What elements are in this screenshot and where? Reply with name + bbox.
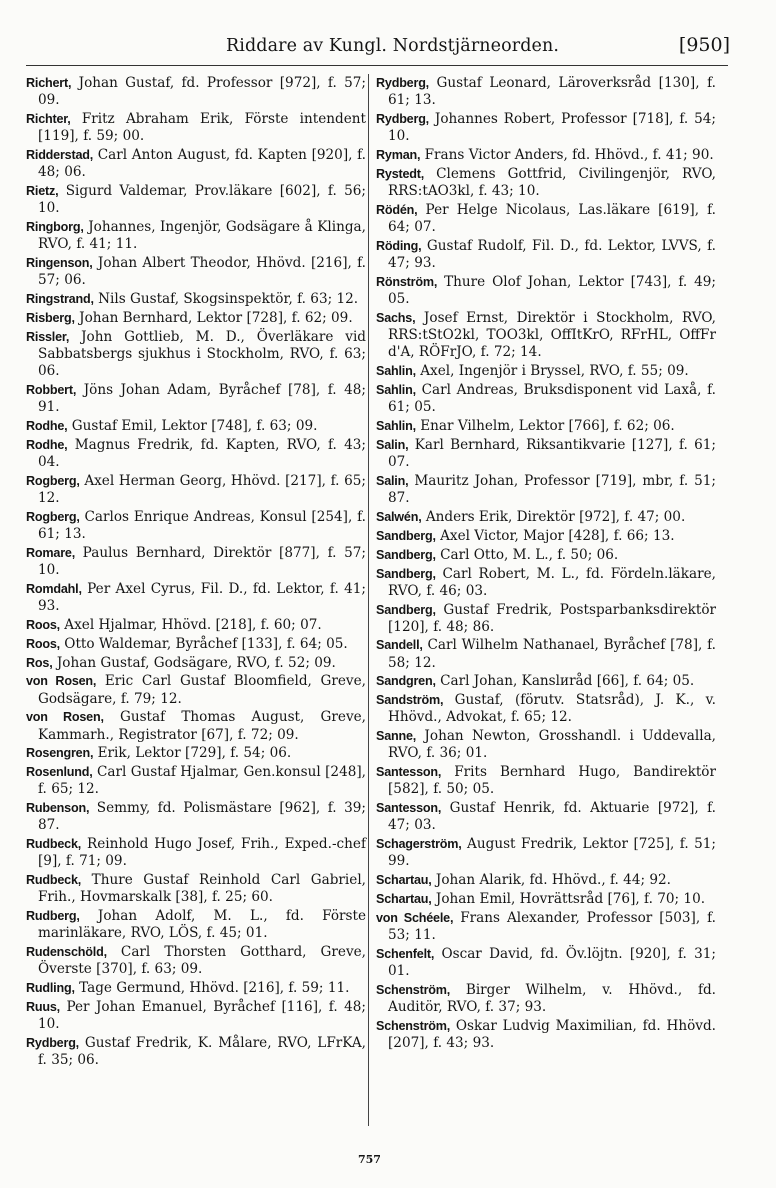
register-entry — [26, 581, 366, 615]
entry-details: Carl Wilhelm Nathanael, Byråchef [78], f. 58; 12. — [388, 637, 716, 671]
entry-details: Oscar David, fd. Öv.löjtn. [920], f. 31; 01. — [388, 946, 716, 980]
register-entry — [26, 999, 366, 1033]
register-entry — [26, 310, 366, 327]
register-entry — [376, 1018, 716, 1052]
page-header — [26, 34, 730, 64]
entry-details: Per Helge Nicolaus, Las.läkare [619], f. 64; 07. — [388, 201, 716, 235]
entry-details: Frans Victor Anders, fd. Hhövd., f. 41; 90. — [420, 146, 714, 163]
entry-details: Gustaf Leonard, Läroverksråd [130], f. 61; 13. — [388, 75, 716, 109]
entry-details: Paulus Bernhard, Direktör [877], f. 57; 10. — [38, 544, 366, 578]
entry-surname: Romare, — [26, 545, 75, 560]
folio-number: 757 — [358, 1153, 381, 1166]
entry-surname: Salin, — [376, 473, 409, 488]
register-entry — [26, 473, 366, 507]
register-entry — [26, 111, 366, 145]
entry-surname: Röding, — [376, 238, 422, 253]
entry-details: Tage Germund, Hhövd. [216], f. 59; 11. — [74, 980, 350, 997]
entry-details: Gustaf Thomas August, Greve, Kammarh., Registrator [67], f. 72; 09. — [38, 709, 366, 743]
register-entry — [26, 980, 366, 997]
register-entry — [376, 75, 716, 109]
right-column — [376, 75, 716, 1054]
entry-surname: Robbert, — [26, 382, 77, 397]
entry-surname: von Rosen, — [26, 674, 97, 689]
entry-details: Frans Alexander, Professor [503], f. 53; 11. — [388, 910, 716, 944]
register-entry — [376, 166, 716, 200]
register-entry — [376, 238, 716, 272]
entry-surname: Sandell, — [376, 638, 423, 653]
register-entry — [376, 637, 716, 671]
left-column — [26, 75, 366, 1071]
entry-surname: Rudbeck, — [26, 837, 82, 852]
entry-surname: Risberg, — [26, 310, 75, 325]
entry-surname: Sachs, — [376, 310, 416, 325]
entry-details: Axel Herman Georg, Hhövd. [217], f. 65; 12. — [38, 472, 366, 506]
entry-details: Karl Bernhard, Riksantikvarie [127], f. 61; 07. — [388, 436, 716, 470]
register-entry — [26, 75, 366, 109]
entry-details: Thure Gustaf Reinhold Carl Gabriel, Frih., Hovmarskalk [38], f. 25; 60. — [38, 872, 366, 906]
entry-surname: Romdahl, — [26, 581, 82, 596]
entry-details: Frits Bernhard Hugo, Bandirektör [582], f. 50; 05. — [388, 764, 716, 798]
column-divider — [368, 74, 369, 1126]
entry-surname: Sandström, — [376, 693, 444, 708]
entry-details: Josef Ernst, Direktör i Stockholm, RVO, RRS:tStO2kl, TOO3kl, OffItKrO, RFrHL, OffFr d'A, RÖFrJO, f. 72; 14. — [388, 309, 716, 360]
entry-surname: Sahlin, — [376, 363, 416, 378]
register-entry — [26, 1035, 366, 1069]
entry-surname: Ryman, — [376, 147, 421, 162]
entry-details: Jöns Johan Adam, Byråchef [78], f. 48; 91. — [38, 381, 366, 415]
entry-details: Carl Robert, M. L., fd. Fördeln.läkare, RVO, f. 46; 03. — [388, 565, 716, 599]
register-entry — [376, 274, 716, 308]
register-entry — [376, 363, 716, 380]
register-entry — [376, 437, 716, 471]
entry-details: Birger Wilhelm, v. Hhövd., fd. Auditör, RVO, f. 37; 93. — [388, 982, 716, 1016]
register-entry — [376, 111, 716, 145]
entry-details: Carl Johan, Kanslиråd [66], f. 64; 05. — [435, 673, 695, 690]
entry-details: Gustaf Fredrik, Postsparbanksdirektör [120], f. 48; 86. — [388, 601, 716, 635]
entry-details: Gustaf Henrik, fd. Aktuarie [972], f. 47; 03. — [388, 800, 716, 834]
entry-details: Carl Otto, M. L., f. 50; 06. — [435, 546, 619, 563]
register-entry — [26, 183, 366, 217]
entry-details: Axel Hjalmar, Hhövd. [218], f. 60; 07. — [59, 616, 322, 633]
entry-details: John Gottlieb, M. D., Överläkare vid Sabbatsbergs sjukhus i Stockholm, RVO, f. 63; 06. — [38, 328, 366, 379]
register-entry — [376, 836, 716, 870]
entry-surname: Rudberg, — [26, 909, 80, 924]
register-entry — [376, 382, 716, 416]
register-entry — [26, 437, 366, 471]
entry-surname: Rönström, — [376, 274, 438, 289]
entry-details: Thure Olof Johan, Lektor [743], f. 49; 05. — [388, 273, 716, 307]
register-entry — [26, 255, 366, 289]
entry-surname: Santesson, — [376, 765, 442, 780]
entry-surname: Rogberg, — [26, 509, 80, 524]
entry-surname: Ringborg, — [26, 219, 84, 234]
entry-details: Axel, Ingenjör i Bryssel, RVO, f. 55; 09. — [415, 362, 689, 379]
register-entry — [376, 202, 716, 236]
entry-details: Johan Emil, Hovrättsråd [76], f. 70; 10. — [431, 891, 706, 908]
entry-surname: Santesson, — [376, 801, 442, 816]
register-entry — [26, 800, 366, 834]
entry-surname: Rosengren, — [26, 746, 94, 761]
register-entry — [26, 509, 366, 543]
entry-details: Reinhold Hugo Josef, Frih., Exped.-chef [9], f. 71; 09. — [38, 836, 366, 870]
entry-surname: Salin, — [376, 437, 409, 452]
register-entry — [26, 617, 366, 634]
entry-details: Magnus Fredrik, fd. Kapten, RVO, f. 43; 04. — [38, 436, 366, 470]
register-entry — [26, 636, 366, 653]
register-entry — [26, 944, 366, 978]
entry-surname: Ridderstad, — [26, 147, 94, 162]
register-entry — [26, 219, 366, 253]
entry-details: Johannes Robert, Professor [718], f. 54; 10. — [388, 110, 716, 145]
entry-details: Carl Thorsten Gotthard, Greve, Överste [370], f. 63; 09. — [38, 944, 366, 978]
entry-surname: Rietz, — [26, 183, 59, 198]
entry-surname: Schenström, — [376, 983, 451, 998]
entry-details: Gustaf Fredrik, K. Målare, RVO, LFrKA, f. 35; 06. — [38, 1035, 366, 1069]
entry-details: Oskar Ludvig Maximilian, fd. Hhövd. [207], f. 43; 93. — [388, 1018, 716, 1052]
entry-surname: Sahlin, — [376, 418, 416, 433]
entry-surname: Schenström, — [376, 1019, 451, 1034]
register-entry — [376, 528, 716, 545]
entry-surname: Schenfelt, — [376, 947, 435, 962]
register-entry — [26, 545, 366, 579]
register-entry — [376, 728, 716, 762]
register-entry — [376, 982, 716, 1016]
register-entry — [376, 509, 716, 526]
entry-surname: Richert, — [26, 76, 72, 90]
running-title: Riddare av Kungl. Nordstjärneorden. — [226, 36, 560, 56]
register-entry — [26, 418, 366, 435]
entry-details: Johan Alarik, fd. Hhövd., f. 44; 92. — [431, 872, 671, 889]
entry-surname: von Rosen, — [26, 710, 104, 725]
register-entry — [26, 329, 366, 380]
register-entry — [26, 147, 366, 181]
entry-details: Gustaf Emil, Lektor [748], f. 63; 09. — [67, 417, 318, 434]
register-entry — [26, 655, 366, 672]
entry-details: Johan Gustaf, fd. Professor [972], f. 57; 09. — [38, 75, 366, 109]
entry-surname: Sandberg, — [376, 566, 436, 581]
entry-details: Otto Waldemar, Byråchef [133], f. 64; 05. — [59, 635, 348, 652]
register-entry — [376, 602, 716, 636]
entry-surname: Rödén, — [376, 202, 418, 217]
entry-surname: Sandgren, — [376, 674, 436, 689]
entry-surname: Sandberg, — [376, 547, 436, 562]
entry-details: Gustaf Rudolf, Fil. D., fd. Lektor, LVVS, f. 47; 93. — [388, 237, 716, 271]
entry-surname: Rydberg, — [26, 1036, 79, 1051]
register-entry — [26, 764, 366, 798]
register-entry — [26, 836, 366, 870]
register-entry — [26, 382, 366, 416]
register-entry — [376, 566, 716, 600]
entry-surname: Schartau, — [376, 873, 432, 888]
entry-details: Anders Erik, Direktör [972], f. 47; 00. — [421, 508, 686, 525]
entry-surname: Rissler, — [26, 329, 70, 344]
entry-details: Johan Gustaf, Godsägare, RVO, f. 52; 09. — [52, 654, 336, 671]
entry-surname: Ringstrand, — [26, 291, 94, 306]
entry-details: Axel Victor, Major [428], f. 66; 13. — [435, 527, 675, 544]
entry-surname: Rogberg, — [26, 473, 80, 488]
register-entry — [376, 891, 716, 908]
register-entry — [376, 147, 716, 164]
entry-surname: Sanne, — [376, 729, 417, 744]
entry-details: Johan Newton, Grosshandl. i Uddevalla, RVO, f. 36; 01. — [388, 728, 716, 762]
entry-surname: Schagerström, — [376, 837, 462, 852]
entry-surname: Rodhe, — [26, 418, 68, 433]
entry-details: August Fredrik, Lektor [725], f. 51; 99. — [388, 836, 716, 870]
entry-details: Eric Carl Gustaf Bloomfield, Greve, Godsägare, f. 79; 12. — [38, 673, 366, 707]
entry-surname: Ruus, — [26, 1000, 60, 1015]
register-entry — [26, 709, 366, 743]
entry-details: Nils Gustaf, Skogsinspektör, f. 63; 12. — [93, 290, 359, 307]
entry-surname: Rudling, — [26, 981, 75, 996]
entry-surname: Rubenson, — [26, 801, 90, 816]
entry-surname: Richter, — [26, 111, 71, 126]
entry-details: Enar Vilhelm, Lektor [766], f. 62; 06. — [415, 417, 675, 434]
entry-surname: Ringenson, — [26, 255, 93, 270]
entry-surname: Roos, — [26, 636, 60, 651]
entry-details: Johan Adolf, M. L., fd. Förste marinläkare, RVO, LÖS, f. 45; 01. — [38, 908, 366, 942]
register-entry — [26, 872, 366, 906]
entry-surname: Sandberg, — [376, 528, 436, 543]
header-rule — [26, 65, 728, 66]
entry-details: Semmy, fd. Polismästare [962], f. 39; 87. — [38, 800, 366, 834]
entry-details: Mauritz Johan, Professor [719], mbr, f. 51; 87. — [388, 472, 716, 506]
register-entry — [376, 692, 716, 726]
entry-surname: Rudenschöld, — [26, 945, 107, 960]
entry-details: Per Johan Emanuel, Byråchef [116], f. 48; 10. — [38, 999, 366, 1033]
entry-surname: Sandberg, — [376, 602, 436, 617]
register-entry — [376, 764, 716, 798]
register-entry — [376, 872, 716, 889]
entry-surname: Rodhe, — [26, 437, 68, 452]
entry-surname: Rydberg, — [376, 111, 429, 126]
entry-surname: Roos, — [26, 617, 60, 632]
register-entry — [376, 418, 716, 435]
entry-surname: Schartau, — [376, 892, 432, 907]
entry-details: Carl Andreas, Bruksdisponent vid Laxå, f. 61; 05. — [388, 381, 716, 415]
register-entry — [26, 291, 366, 308]
register-entry — [26, 673, 366, 707]
register-entry — [26, 908, 366, 942]
entry-surname: Sahlin, — [376, 382, 416, 397]
entry-details: Clemens Gottfrid, Civilingenjör, RVO, RRS:tAO3kl, f. 43; 10. — [388, 165, 716, 199]
register-entry — [376, 800, 716, 834]
register-entry — [26, 745, 366, 762]
entry-surname: Rudbeck, — [26, 873, 82, 888]
entry-details: Johan Bernhard, Lektor [728], f. 62; 09. — [74, 309, 353, 326]
register-entry — [376, 673, 716, 690]
entry-details: Sigurd Valdemar, Prov.läkare [602], f. 56; 10. — [38, 182, 366, 216]
entry-details: Johannes, Ingenjör, Godsägare å Klinga, RVO, f. 41; 11. — [38, 218, 366, 252]
entry-surname: von Schéele, — [376, 911, 454, 926]
register-entry — [376, 473, 716, 507]
register-entry — [376, 946, 716, 980]
entry-details: Fritz Abraham Erik, Förste intendent [119], f. 59; 00. — [38, 110, 366, 145]
entry-details: Carl Gustaf Hjalmar, Gen.konsul [248], f. 65; 12. — [38, 764, 366, 798]
entry-surname: Salwén, — [376, 509, 422, 524]
entry-details: Gustaf, (förutv. Statsråd), J. K., v. Hhövd., Advokat, f. 65; 12. — [388, 692, 716, 726]
entry-surname: Rystedt, — [376, 166, 425, 181]
register-entry — [376, 547, 716, 564]
entry-details: Erik, Lektor [729], f. 54; 06. — [93, 745, 292, 762]
page-number: [950] — [678, 34, 730, 56]
register-entry — [376, 910, 716, 944]
entry-details: Carlos Enrique Andreas, Konsul [254], f. 61; 13. — [38, 508, 366, 542]
entry-details: Johan Albert Theodor, Hhövd. [216], f. 57; 06. — [38, 254, 366, 288]
entry-details: Per Axel Cyrus, Fil. D., fd. Lektor, f. 41; 93. — [38, 580, 366, 614]
entry-surname: Rosenlund, — [26, 765, 93, 780]
register-entry — [376, 310, 716, 361]
entry-details: Carl Anton August, fd. Kapten [920], f. 48; 06. — [38, 146, 366, 181]
entry-surname: Ros, — [26, 655, 53, 670]
entry-surname: Rydberg, — [376, 76, 429, 90]
